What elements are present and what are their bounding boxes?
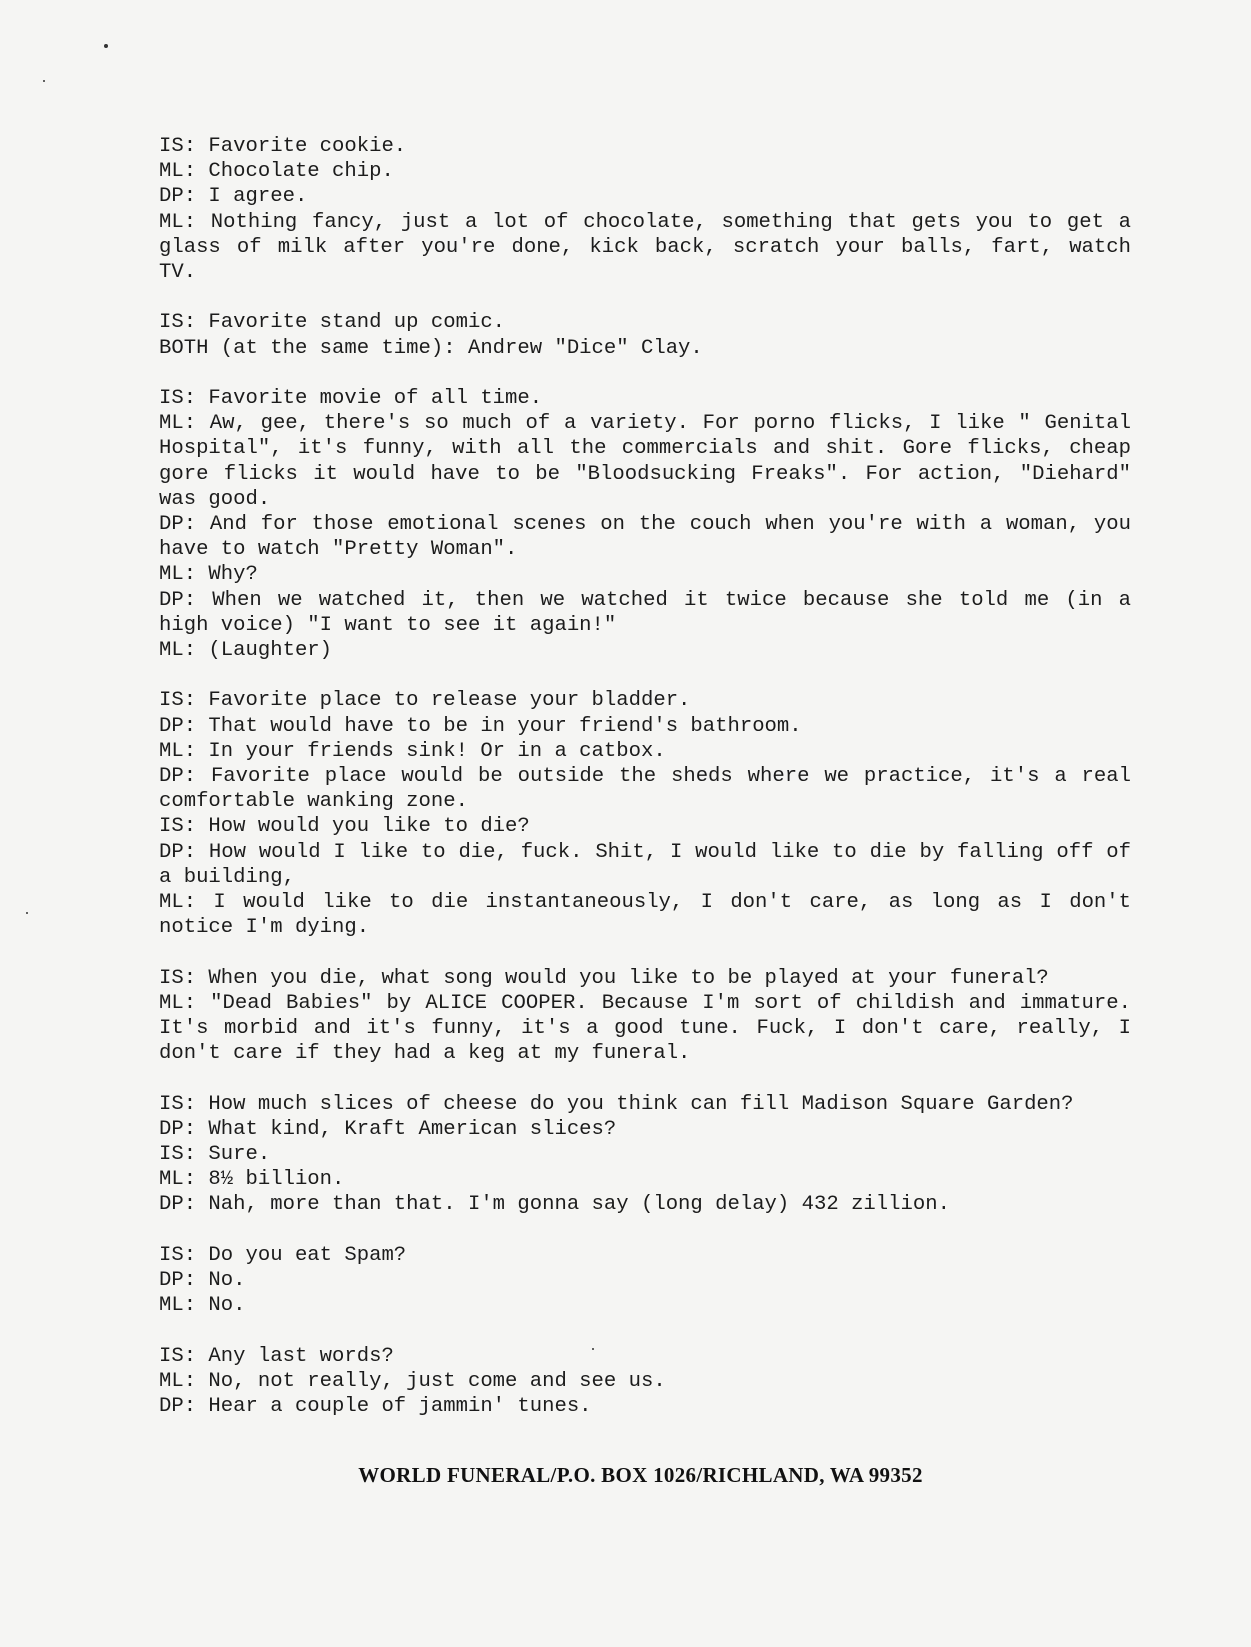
transcript-line: DP: How would I like to die, fuck. Shit, I would like to die by falling off of a building, bbox=[159, 840, 1131, 889]
scan-speck bbox=[43, 80, 45, 82]
qa-block-spam bbox=[159, 1243, 1131, 1319]
scan-speck bbox=[104, 44, 108, 48]
transcript-line: IS: When you die, what song would you like to be played at your funeral? bbox=[159, 966, 1049, 990]
transcript-line: IS: Any last words? bbox=[159, 1344, 394, 1368]
transcript-line: IS: Favorite movie of all time. bbox=[159, 387, 543, 410]
transcript-line: IS: How much slices of cheese do you think can fill Madison Square Garden? bbox=[159, 1092, 1074, 1116]
transcript-line: DP: Nah, more than that. I'm gonna say (long delay) 432 zillion. bbox=[159, 1193, 950, 1217]
transcript-line: IS: Sure. bbox=[159, 1143, 271, 1167]
transcript-line: IS: Favorite stand up comic. bbox=[159, 311, 506, 335]
transcript-line: DP: What kind, Kraft American slices? bbox=[159, 1117, 617, 1141]
transcript-line: ML: In your friends sink! Or in a catbox. bbox=[159, 739, 666, 763]
qa-block-cheese bbox=[159, 1092, 1131, 1218]
transcript-line: DP: I agree. bbox=[159, 185, 308, 209]
transcript-line: DP: Hear a couple of jammin' tunes. bbox=[159, 1395, 592, 1419]
qa-block-funeral-song bbox=[159, 966, 1131, 1067]
qa-block-comic bbox=[159, 310, 1131, 360]
interview-transcript bbox=[159, 134, 1131, 1444]
transcript-line: ML: No. bbox=[159, 1294, 246, 1318]
transcript-line: IS: Favorite place to release your bladder. bbox=[159, 689, 691, 713]
transcript-line: ML: Nothing fancy, just a lot of chocolate, something that gets you to get a glass of milk after you're done, kick back, scratch your balls, fart, watch TV. bbox=[159, 210, 1131, 285]
transcript-line: ML: Aw, gee, there's so much of a variety. For porno flicks, I like " Genital Hospital", it's funny, with all the commercials and shit. Gore flicks, cheap gore flicks it would have to be "Bloodsucking Freaks". For action, "Diehard" was good. bbox=[159, 412, 1131, 511]
qa-block-bladder bbox=[159, 688, 1131, 940]
transcript-line: DP: That would have to be in your friend's bathroom. bbox=[159, 714, 802, 738]
transcript-line: IS: Favorite cookie. bbox=[159, 135, 407, 158]
footer-address: WORLD FUNERAL/P.O. BOX 1026/RICHLAND, WA 99352 bbox=[358, 1463, 923, 1487]
transcript-line: DP: Favorite place would be outside the sheds where we practice, it's a real comfortable wanking zone. bbox=[159, 765, 1131, 814]
transcript-line: ML: No, not really, just come and see us. bbox=[159, 1369, 666, 1393]
transcript-line: ML: Chocolate chip. bbox=[159, 160, 394, 184]
qa-block-cookie bbox=[159, 134, 1131, 285]
transcript-line: ML: (Laughter) bbox=[159, 639, 333, 663]
qa-block-movie bbox=[159, 386, 1131, 663]
qa-block-last-words bbox=[159, 1344, 1131, 1420]
transcript-line: DP: And for those emotional scenes on the couch when you're with a woman, you have to watch "Pretty Woman". bbox=[159, 513, 1131, 562]
transcript-line: ML: Why? bbox=[159, 563, 258, 587]
transcript-line: DP: No. bbox=[159, 1269, 246, 1293]
transcript-line: IS: Do you eat Spam? bbox=[159, 1243, 407, 1267]
transcript-line: IS: How would you like to die? bbox=[159, 815, 530, 839]
transcript-line: ML: I would like to die instantaneously, I don't care, as long as I don't notice I'm dying. bbox=[159, 891, 1131, 940]
scan-speck bbox=[26, 912, 28, 914]
transcript-line: BOTH (at the same time): Andrew "Dice" Clay. bbox=[159, 336, 703, 360]
transcript-line: DP: When we watched it, then we watched it twice because she told me (in a high voice) "I want to see it again!" bbox=[159, 588, 1131, 637]
transcript-line: ML: "Dead Babies" by ALICE COOPER. Because I'm sort of childish and immature. It's morbid and it's funny, it's a good tune. Fuck, I don't care, really, I don't care if they had a keg at my funeral. bbox=[159, 991, 1131, 1066]
transcript-line: ML: 8½ billion. bbox=[159, 1168, 345, 1192]
